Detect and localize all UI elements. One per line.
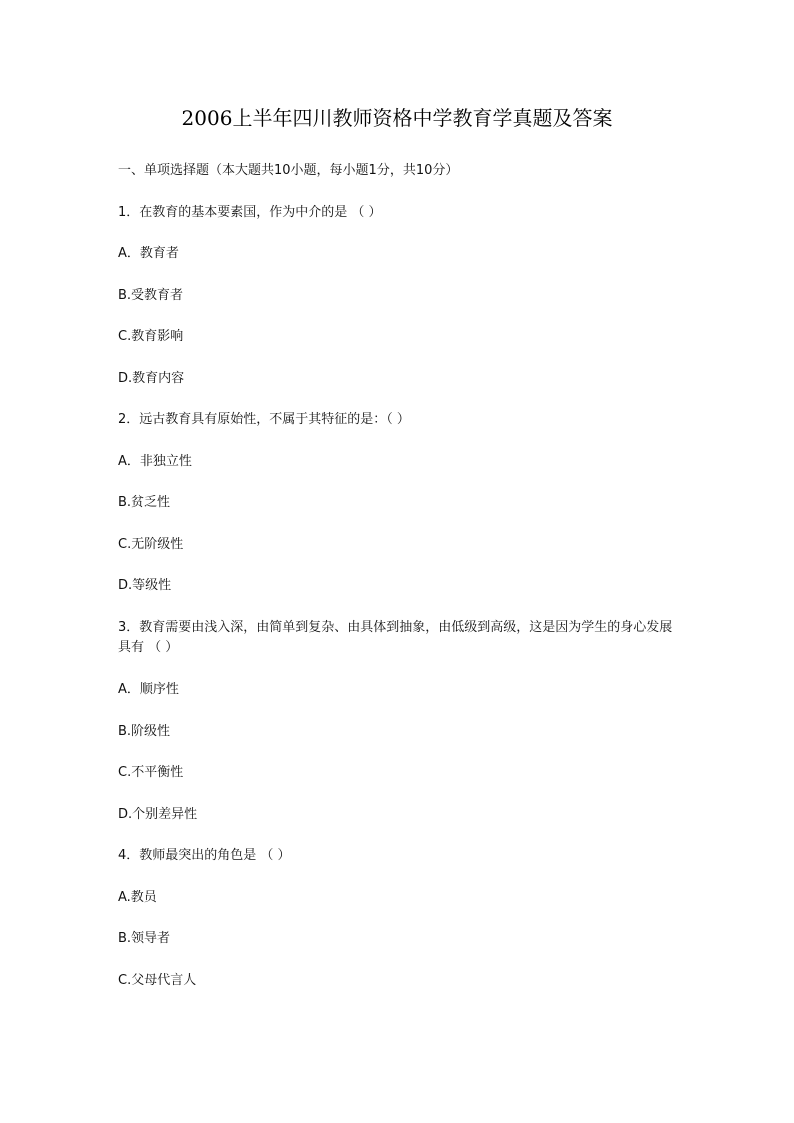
question-3-option-a: A．顺序性 xyxy=(118,682,179,697)
question-2-stem: 2．远古教育具有原始性，不属于其特征的是：（ ） xyxy=(118,412,410,427)
question-2-option-d: D.等级性 xyxy=(118,578,172,593)
question-4-option-c: C.父母代言人 xyxy=(118,973,197,988)
question-4-option-b: B.领导者 xyxy=(118,931,171,946)
section-header: 一、单项选择题（本大题共10小题，每小题1分，共10分） xyxy=(118,163,459,178)
document-title: 2006上半年四川教师资格中学教育学真题及答案 xyxy=(181,106,613,130)
question-3-option-c: C.不平衡性 xyxy=(118,765,184,780)
question-2-option-b: B.贫乏性 xyxy=(118,495,171,510)
question-4-option-a: A.教员 xyxy=(118,890,157,905)
question-1-option-a: A．教育者 xyxy=(118,246,179,261)
question-1-option-c: C.教育影响 xyxy=(118,329,184,344)
question-2-option-a: A．非独立性 xyxy=(118,454,192,469)
question-1-option-d: D.教育内容 xyxy=(118,371,185,386)
question-3-stem: 3．教育需要由浅入深，由简单到复杂、由具体到抽象，由低级到高级，这是因为学生的身心发展具有 （ ） xyxy=(118,620,673,655)
question-3-option-b: B.阶级性 xyxy=(118,724,171,739)
question-4-stem: 4．教师最突出的角色是 （ ） xyxy=(118,848,291,863)
question-3-option-d: D.个别差异性 xyxy=(118,807,198,822)
question-1-option-b: B.受教育者 xyxy=(118,288,184,303)
question-1-stem: 1．在教育的基本要素国，作为中介的是 （ ） xyxy=(118,205,382,220)
question-2-option-c: C.无阶级性 xyxy=(118,537,184,552)
